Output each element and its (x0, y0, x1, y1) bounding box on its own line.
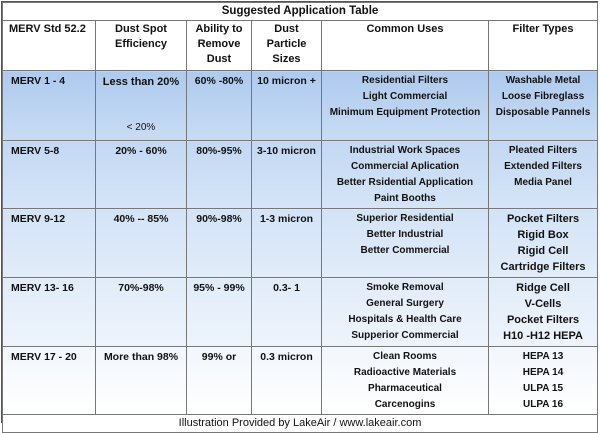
list-item: V-Cells (524, 298, 562, 310)
illustration-credit: Illustration Provided by LakeAir / www.lakeair.com (3, 415, 598, 433)
filter-types (489, 141, 598, 209)
header-common-uses: Common Uses (322, 21, 489, 71)
list-item: Pharmaceutical (368, 383, 442, 394)
common-uses (322, 278, 489, 347)
header-line: Particle (266, 38, 307, 50)
list-item: Minimum Equipment Protection (329, 107, 481, 118)
list-item: Industrial Work Spaces (349, 145, 461, 156)
list-item: Better Commercial (360, 245, 450, 256)
header-particle (252, 21, 322, 71)
list-item: Loose Fibreglass (501, 91, 585, 102)
header-line: Ability to (195, 23, 243, 35)
particle-size: 1-3 micron (252, 209, 322, 278)
list-item: Better Industrial (366, 229, 444, 240)
list-item: HEPA 14 (522, 367, 564, 378)
header-ability (187, 21, 252, 71)
ability-to-remove: 80%-95% (187, 141, 252, 209)
list-item: Light Commercial (362, 91, 448, 102)
table-title: Suggested Application Table (3, 3, 598, 21)
header-filter-types: Filter Types (489, 21, 598, 71)
merv-rating: MERV 9-12 (3, 209, 96, 278)
list-item: Supperior Commercial (351, 330, 459, 341)
header-dust-spot (96, 21, 187, 71)
ability-to-remove: 95% - 99% (187, 278, 252, 347)
list-item: H10 -H12 HEPA (503, 330, 583, 342)
table-row (3, 141, 598, 209)
list-item: Better Rsidential Application (336, 177, 474, 188)
header-line: Dust Spot (115, 23, 167, 35)
list-item: ULPA 16 (523, 399, 564, 410)
merv-rating: MERV 5-8 (3, 141, 96, 209)
application-table-image (1, 1, 598, 429)
list-item: Radioactive Materials (353, 367, 457, 378)
filter-types (489, 278, 598, 347)
filter-types (489, 347, 598, 415)
common-uses (322, 209, 489, 278)
header-row (3, 21, 598, 71)
header-line: Dust (274, 23, 299, 35)
header-line: Efficiency (115, 38, 167, 50)
header-line: Dust (206, 53, 232, 65)
filter-types (489, 71, 598, 141)
filter-types (489, 209, 598, 278)
list-item: General Surgery (366, 298, 444, 309)
ability-to-remove: 60% -80% (187, 71, 252, 141)
list-item: Disposable Pannels (495, 107, 591, 118)
table-row (3, 209, 598, 278)
dust-spot-efficiency: 20% - 60% (96, 141, 187, 209)
list-item: Washable Metal (505, 75, 581, 86)
list-item: Pocket Filters (506, 213, 580, 225)
dust-spot-note: < 20% (126, 122, 156, 133)
list-item: Cartridge Filters (500, 261, 586, 273)
particle-size: 0.3 micron (252, 347, 322, 415)
table-row (3, 71, 598, 141)
dust-spot-efficiency (96, 71, 187, 141)
list-item: Residential Filters (361, 75, 449, 86)
list-item: HEPA 13 (522, 351, 564, 362)
particle-size: 10 micron + (252, 71, 322, 141)
common-uses (322, 141, 489, 209)
ability-to-remove: 90%-98% (187, 209, 252, 278)
particle-size: 0.3- 1 (252, 278, 322, 347)
list-item: Pocket Filters (506, 314, 580, 326)
dust-spot-value: Less than 20% (102, 76, 180, 88)
dust-spot-efficiency: 70%-98% (96, 278, 187, 347)
header-merv: MERV Std 52.2 (3, 21, 96, 71)
list-item: Commercial Aplication (351, 161, 459, 172)
title-row (3, 3, 598, 21)
list-item: Clean Rooms (373, 351, 437, 362)
merv-rating: MERV 13- 16 (3, 278, 96, 347)
list-item: Media Panel (514, 177, 572, 188)
list-item: Rigid Cell (517, 245, 569, 257)
footer-row (3, 415, 598, 433)
list-item: Rigid Box (517, 229, 569, 241)
common-uses (322, 347, 489, 415)
header-line: Remove (197, 38, 241, 50)
list-item: Hospitals & Health Care (348, 314, 462, 325)
list-item: Ridge Cell (516, 282, 570, 294)
application-table (2, 2, 598, 433)
header-line: Sizes (272, 53, 301, 65)
list-item: Superior Residential (356, 213, 454, 224)
list-item: Carcenogins (374, 399, 436, 410)
merv-rating: MERV 17 - 20 (3, 347, 96, 415)
common-uses (322, 71, 489, 141)
particle-size: 3-10 micron (252, 141, 322, 209)
list-item: Pleated Filters (508, 145, 578, 156)
table-row (3, 347, 598, 415)
dust-spot-efficiency: More than 98% (96, 347, 187, 415)
ability-to-remove: 99% or (187, 347, 252, 415)
table-row (3, 278, 598, 347)
merv-rating: MERV 1 - 4 (3, 71, 96, 141)
list-item: ULPA 15 (523, 383, 564, 394)
list-item: Extended Filters (504, 161, 582, 172)
list-item: Paint Booths (374, 193, 436, 204)
list-item: Smoke Removal (366, 282, 444, 293)
dust-spot-efficiency: 40% -- 85% (96, 209, 187, 278)
